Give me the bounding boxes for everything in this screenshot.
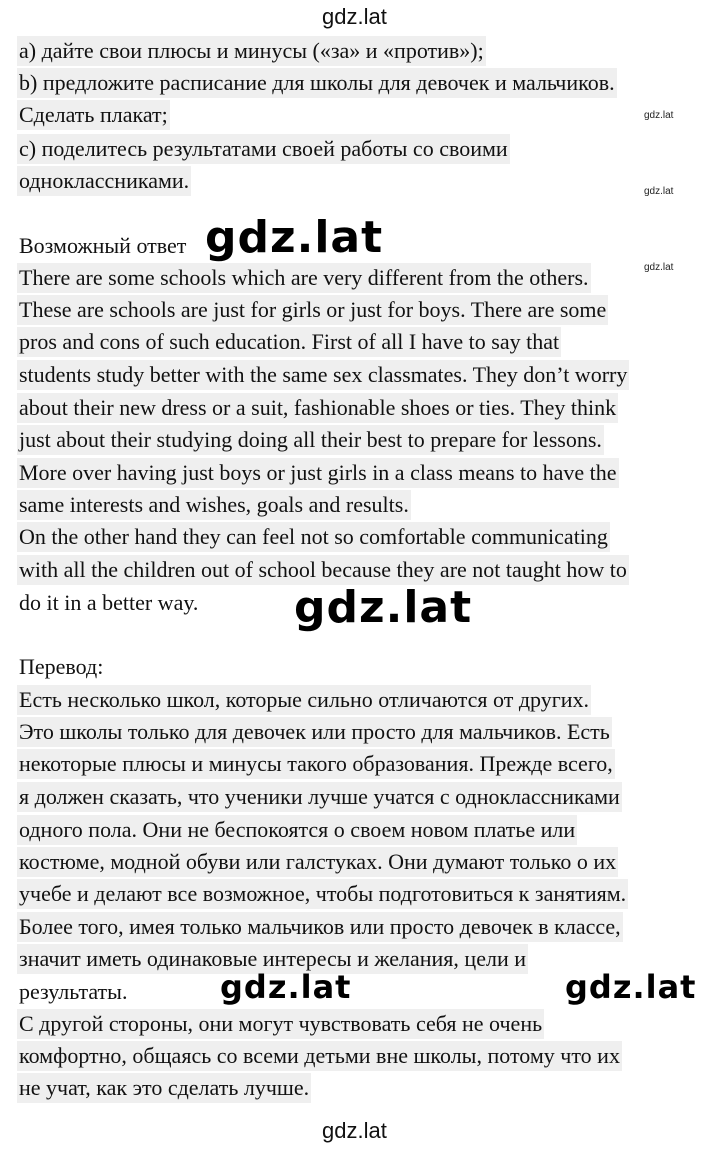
translation-line: одного пола. Они не беспокоятся о своем новом платье или xyxy=(17,815,577,845)
answer-line: More over having just boys or just girls in a class means to have the xyxy=(17,458,619,488)
answer-line: These are schools are just for girls or just for boys. There are some xyxy=(17,295,608,325)
task-line-c: c) поделитесь результатами своей работы со своими xyxy=(17,134,510,164)
small-watermark: gdz.lat xyxy=(644,186,674,197)
answer-line: pros and cons of such education. First of all I have to say that xyxy=(17,327,561,357)
translation-heading: Перевод: xyxy=(19,654,104,679)
answer-line: about their new dress or a suit, fashionable shoes or ties. They think xyxy=(17,393,618,423)
footer-watermark: gdz.lat xyxy=(322,1118,387,1143)
header-watermark: gdz.lat xyxy=(322,4,387,29)
task-line-c2: одноклассниками. xyxy=(17,166,191,196)
task-line-b: b) предложите расписание для школы для девочек и мальчиков. xyxy=(17,68,617,98)
answer-line: On the other hand they can feel not so comfortable communicating xyxy=(17,522,610,552)
big-watermark: gdz.lat xyxy=(220,968,352,1006)
answer-line: do it in a better way. xyxy=(19,590,199,615)
answer-line: same interests and wishes, goals and results. xyxy=(17,490,411,520)
translation-line: Это школы только для девочек или просто для мальчиков. Есть xyxy=(17,717,612,747)
big-watermark: gdz.lat xyxy=(205,212,384,263)
big-watermark: gdz.lat xyxy=(294,582,473,633)
answer-line: just about their studying doing all their best to prepare for lessons. xyxy=(17,425,604,455)
translation-line: С другой стороны, они могут чувствовать себя не очень xyxy=(17,1009,544,1039)
task-line-b2: Сделать плакат; xyxy=(17,100,170,130)
translation-line: Есть несколько школ, которые сильно отличаются от других. xyxy=(17,685,591,715)
translation-line: некоторые плюсы и минусы такого образования. Прежде всего, xyxy=(17,749,615,779)
answer-line: with all the children out of school because they are not taught how to xyxy=(17,555,629,585)
translation-line: костюме, модной обуви или галстуках. Они думают только о их xyxy=(17,847,618,877)
translation-line: учебе и делают все возможное, чтобы подготовиться к занятиям. xyxy=(17,879,628,909)
small-watermark: gdz.lat xyxy=(644,262,674,273)
task-line-a: a) дайте свои плюсы и минусы («за» и «против»); xyxy=(17,36,486,66)
answer-line: There are some schools which are very different from the others. xyxy=(17,263,591,293)
answer-heading: Возможный ответ xyxy=(19,233,187,258)
translation-line: я должен сказать, что ученики лучше учатся с одноклассниками xyxy=(17,782,622,812)
translation-line: не учат, как это сделать лучше. xyxy=(17,1073,311,1103)
answer-line: students study better with the same sex classmates. They don’t worry xyxy=(17,360,629,390)
translation-line: Более того, имея только мальчиков или просто девочек в классе, xyxy=(17,912,623,942)
translation-line: комфортно, общаясь со всеми детьми вне школы, потому что их xyxy=(17,1041,622,1071)
big-watermark: gdz.lat xyxy=(565,968,697,1006)
translation-line: результаты. xyxy=(19,979,128,1004)
translation-line: значит иметь одинаковые интересы и желания, цели и xyxy=(17,944,528,974)
small-watermark: gdz.lat xyxy=(644,110,674,121)
